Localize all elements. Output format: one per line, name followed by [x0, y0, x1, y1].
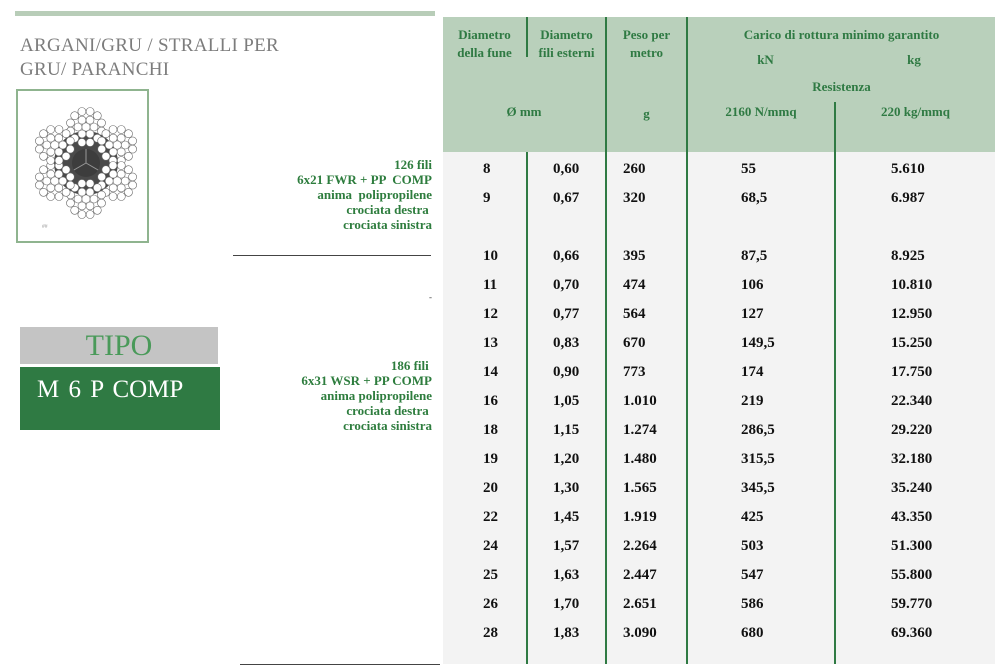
cell-diametro-fune: 8: [483, 161, 491, 177]
cell-kn: 149,5: [741, 335, 775, 351]
table-row: [443, 332, 995, 361]
top-divider: [15, 11, 435, 16]
cell-peso: 2.264: [623, 538, 657, 554]
cell-diametro-fili: 1,15: [553, 422, 580, 438]
spec2-line-3: anima polipropilene: [320, 388, 432, 403]
cell-diametro-fili: 0,60: [553, 161, 580, 177]
wire-strand: [62, 188, 70, 196]
wire-strand: [67, 199, 75, 207]
table-row: [443, 593, 995, 622]
cell-kg: 15.250: [891, 335, 933, 351]
header-carico: Carico di rottura minimo garantito: [743, 27, 940, 42]
cell-kn: 219: [741, 393, 764, 409]
wire-strand: [102, 152, 110, 160]
cell-kn: 106: [741, 277, 764, 293]
wire-strand: [98, 119, 106, 127]
cell-kg: 32.180: [891, 451, 933, 467]
cell-diametro-fune: 13: [483, 335, 498, 351]
spec2-line-1: 186 fili: [390, 358, 432, 373]
model-name: M 6 P COMP: [20, 367, 220, 430]
wire-strand: [93, 184, 101, 192]
wire-strand: [67, 119, 75, 127]
cell-diametro-fili: 1,20: [553, 451, 580, 467]
header-text: della fune: [457, 45, 512, 60]
cell-peso: 670: [623, 335, 646, 351]
cell-diametro-fili: 1,83: [553, 625, 580, 641]
cell-kg: 12.950: [891, 306, 933, 322]
cell-diametro-fune: 20: [483, 480, 498, 496]
cell-diametro-fune: 9: [483, 190, 491, 206]
wire-strand: [78, 211, 86, 219]
table-row: [443, 622, 995, 651]
cell-peso: 1.480: [623, 451, 657, 467]
wire-strand: [102, 130, 110, 138]
wire-strand: [98, 173, 106, 181]
cell-kg: 43.350: [891, 509, 933, 525]
cell-kg: 8.925: [891, 248, 925, 264]
cell-kn: 586: [741, 596, 764, 612]
cell-kg: 51.300: [891, 538, 933, 554]
wire-strand: [71, 206, 79, 214]
rope-spec-186: [301, 358, 432, 433]
spec1-line-4: crociata destra: [346, 202, 432, 217]
cell-peso: 3.090: [623, 625, 657, 641]
wire-strand: [117, 126, 125, 134]
cell-kn: 680: [741, 625, 764, 641]
wire-strand: [40, 152, 48, 160]
cell-diametro-fune: 22: [483, 509, 498, 525]
wire-strand: [86, 130, 94, 138]
header-unit-g: g: [643, 106, 650, 121]
wire-strand: [55, 193, 63, 201]
wire-strand: [66, 181, 74, 189]
table-row: [443, 361, 995, 390]
wire-strand: [117, 193, 125, 201]
cell-diametro-fili: 1,30: [553, 480, 580, 496]
cell-diametro-fune: 19: [483, 451, 498, 467]
spec2-line-5: crociata sinistra: [343, 418, 432, 433]
wire-strand: [40, 130, 48, 138]
table-row: [443, 274, 995, 303]
table-row: [443, 477, 995, 506]
header-diametro-fili: [528, 26, 605, 62]
table-row: [443, 535, 995, 564]
header-resistenza-kgmmq: 220 kg/mmq: [881, 104, 950, 119]
wire-strand: [102, 166, 110, 174]
spec2-line-4: crociata destra: [346, 403, 432, 418]
wire-strand: [129, 181, 137, 189]
cell-diametro-fune: 10: [483, 248, 498, 264]
table-row: [443, 564, 995, 593]
cell-kg: 10.810: [891, 277, 933, 293]
cell-kn: 55: [741, 161, 756, 177]
spec1-line-5: crociata sinistra: [343, 217, 432, 232]
cell-kn: 547: [741, 567, 764, 583]
cell-diametro-fili: 1,57: [553, 538, 580, 554]
cell-diametro-fili: 0,67: [553, 190, 580, 206]
cell-diametro-fili: 0,70: [553, 277, 580, 293]
wire-strand: [62, 130, 70, 138]
cell-diametro-fune: 24: [483, 538, 498, 554]
cell-diametro-fili: 1,45: [553, 509, 580, 525]
wire-strand: [55, 134, 63, 142]
wire-strand: [78, 180, 86, 188]
wire-strand: [47, 157, 55, 165]
header-kg: kg: [907, 52, 921, 67]
wire-strand: [109, 162, 117, 170]
cell-kn: 315,5: [741, 451, 775, 467]
cell-kn: 503: [741, 538, 764, 554]
cell-diametro-fili: 0,77: [553, 306, 580, 322]
cell-diametro-fune: 11: [483, 277, 498, 293]
wire-strand: [35, 145, 43, 153]
header-kn: kN: [757, 52, 774, 67]
cell-diametro-fili: 0,83: [553, 335, 580, 351]
wire-strand: [98, 191, 106, 199]
wire-strand: [109, 126, 117, 134]
cell-diametro-fune: 16: [483, 393, 498, 409]
wire-strand: [55, 184, 63, 192]
cell-peso: 1.274: [623, 422, 657, 438]
table-body: [443, 158, 995, 651]
cell-kg: 55.800: [891, 567, 933, 583]
cell-kn: 425: [741, 509, 764, 525]
header-resistenza-nmmq: 2160 N/mmq: [725, 104, 797, 119]
cell-peso: 474: [623, 277, 646, 293]
wire-strand: [98, 199, 106, 207]
table-row: [443, 419, 995, 448]
wire-strand: [78, 108, 86, 116]
rope-spec-126: [297, 157, 432, 232]
table-row: [443, 303, 995, 332]
cell-diametro-fune: 26: [483, 596, 498, 612]
cell-peso: 564: [623, 306, 646, 322]
wire-strand: [66, 137, 74, 145]
wire-strand: [78, 116, 86, 124]
wire-strand: [62, 152, 70, 160]
cell-peso: 2.651: [623, 596, 657, 612]
spec1-line-3: anima polipropilene: [317, 187, 432, 202]
header-unit-mm: Ø mm: [506, 104, 542, 119]
wire-rope-illustration: [18, 91, 147, 241]
header-text: fili esterni: [538, 45, 595, 60]
wire-strand: [86, 108, 94, 116]
header-text: Peso per: [622, 27, 671, 42]
cell-diametro-fune: 18: [483, 422, 498, 438]
image-caption: ##: [42, 224, 48, 230]
wire-strand: [62, 166, 70, 174]
cell-kn: 68,5: [741, 190, 768, 206]
wire-strand: [35, 181, 43, 189]
cell-peso: 260: [623, 161, 646, 177]
wire-strand: [109, 193, 117, 201]
cell-kn: 345,5: [741, 480, 775, 496]
wire-strand: [66, 145, 74, 153]
section-divider-1: [233, 255, 431, 256]
wire-strand: [47, 126, 55, 134]
wire-strand: [129, 173, 137, 181]
wire-strand: [66, 173, 74, 181]
cell-kn: 87,5: [741, 248, 768, 264]
header-text: Diametro: [540, 27, 593, 42]
cell-kn: 174: [741, 364, 764, 380]
cell-diametro-fili: 0,66: [553, 248, 580, 264]
wire-strand: [86, 202, 94, 210]
header-text: Diametro: [458, 27, 511, 42]
wire-strand: [117, 184, 125, 192]
wire-strand: [117, 162, 125, 170]
wire-strand: [47, 193, 55, 201]
wire-strand: [117, 134, 125, 142]
cell-kg: 35.240: [891, 480, 933, 496]
cell-diametro-fune: 28: [483, 625, 498, 641]
table-row: [443, 506, 995, 535]
wire-strand: [129, 137, 137, 145]
cell-kn: 286,5: [741, 422, 775, 438]
wire-strand: [35, 173, 43, 181]
page-title: [20, 34, 320, 82]
cell-diametro-fune: 14: [483, 364, 498, 380]
wire-strand: [78, 139, 86, 147]
header-peso: [607, 26, 686, 62]
cell-peso: 1.919: [623, 509, 657, 525]
table-row: [443, 158, 995, 187]
wire-strand: [55, 157, 63, 165]
wire-strand: [109, 134, 117, 142]
spec2-line-2: 6x31 WSR + PP COMP: [301, 373, 432, 388]
wire-strand: [40, 166, 48, 174]
wire-strand: [109, 170, 117, 178]
cell-peso: 395: [623, 248, 646, 264]
header-resistenza: Resistenza: [812, 79, 871, 94]
wire-strand: [47, 134, 55, 142]
wire-strand: [55, 170, 63, 178]
cell-diametro-fili: 1,63: [553, 567, 580, 583]
cell-diametro-fili: 1,70: [553, 596, 580, 612]
cell-peso: 773: [623, 364, 646, 380]
wire-strand: [35, 137, 43, 145]
wire-strand: [125, 130, 133, 138]
table-row: [443, 390, 995, 419]
cell-diametro-fune: 25: [483, 567, 498, 583]
wire-strand: [93, 112, 101, 120]
wire-strand: [55, 126, 63, 134]
cell-peso: 1.010: [623, 393, 657, 409]
cell-kg: 22.340: [891, 393, 933, 409]
wire-strand: [117, 170, 125, 178]
spec1-line-2: 6x21 FWR + PP COMP: [297, 172, 432, 187]
cell-kg: 17.750: [891, 364, 933, 380]
table-row: [443, 216, 995, 245]
table-row: [443, 448, 995, 477]
cell-peso: 320: [623, 190, 646, 206]
bottom-divider: [240, 664, 440, 665]
cell-diametro-fili: 0,90: [553, 364, 580, 380]
wire-strand: [47, 170, 55, 178]
wire-strand: [86, 139, 94, 147]
wire-strand: [125, 152, 133, 160]
wire-strand: [40, 188, 48, 196]
page-title-line-2: GRU/ PARANCHI: [20, 59, 170, 80]
wire-strand: [98, 137, 106, 145]
wire-strand: [93, 206, 101, 214]
wire-strand: [86, 211, 94, 219]
cell-kg: 69.360: [891, 625, 933, 641]
table-row: [443, 187, 995, 216]
wire-strand: [86, 188, 94, 196]
wire-strand: [71, 112, 79, 120]
wire-strand: [86, 180, 94, 188]
cell-kn: 127: [741, 306, 764, 322]
wire-strand: [129, 145, 137, 153]
header-text: metro: [630, 45, 663, 60]
wire-strand: [86, 116, 94, 124]
cell-kg: 6.987: [891, 190, 925, 206]
spec1-line-1: 126 fili: [394, 157, 432, 172]
wire-strand: [98, 145, 106, 153]
tipo-label: TIPO: [20, 327, 218, 364]
header-diametro-fune: [443, 26, 526, 62]
rope-specs-table: [443, 17, 995, 664]
cell-kg: 29.220: [891, 422, 933, 438]
dash-mark: -: [429, 292, 432, 302]
page-title-line-1: ARGANI/GRU / STRALLI PER: [20, 35, 279, 56]
cell-diametro-fili: 1,05: [553, 393, 580, 409]
wire-strand: [78, 188, 86, 196]
cell-diametro-fune: 12: [483, 306, 498, 322]
wire-strand: [125, 188, 133, 196]
table-row: [443, 245, 995, 274]
cell-peso: 1.565: [623, 480, 657, 496]
rope-cross-section-image: [16, 89, 149, 243]
wire-strand: [125, 166, 133, 174]
cell-kg: 5.610: [891, 161, 925, 177]
cell-kg: 59.770: [891, 596, 933, 612]
wire-strand: [55, 148, 63, 156]
wire-strand: [117, 148, 125, 156]
cell-peso: 2.447: [623, 567, 657, 583]
